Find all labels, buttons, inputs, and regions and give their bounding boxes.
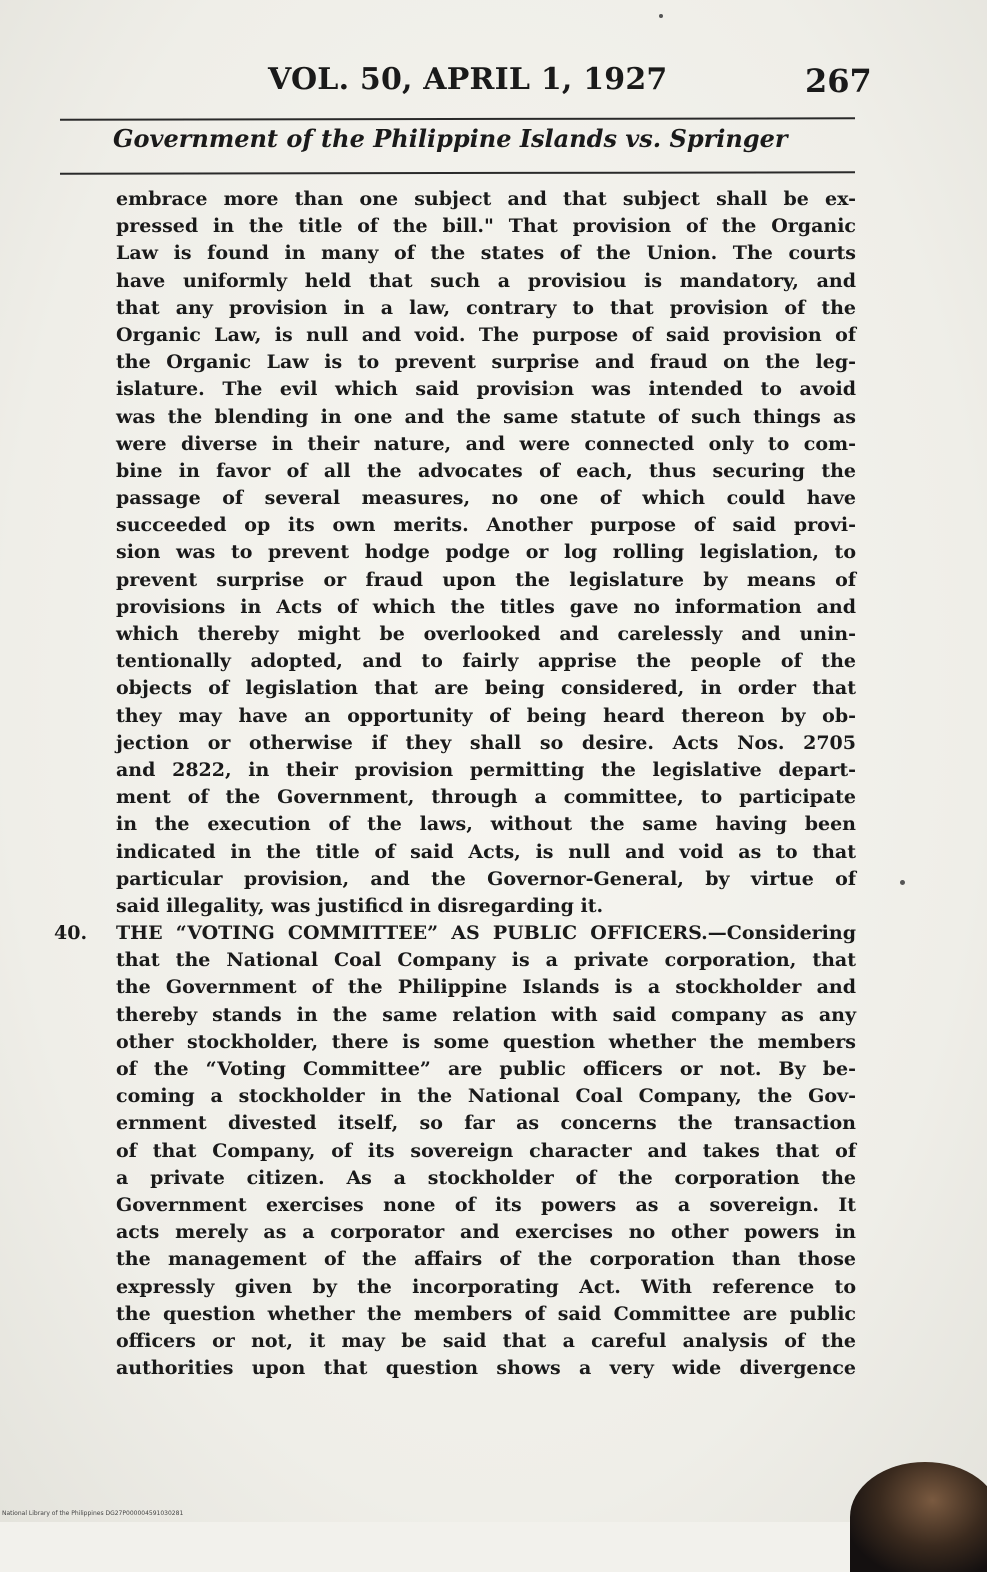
text-line: a private citizen. As a stockholder of the corporation the xyxy=(116,1166,856,1189)
scan-credit: National Library of the Philippines DG27P000004591030281 xyxy=(2,1510,184,1517)
header-rule-bottom xyxy=(60,171,855,174)
scanner-thumb-shadow xyxy=(850,1462,987,1572)
opinion-text xyxy=(54,186,856,1382)
text-line: other stockholder, there is some question whether the members xyxy=(116,1030,856,1053)
text-line: and 2822, in their provision permitting the legislative depart- xyxy=(116,758,856,781)
text-line: of the “Voting Committee” are public officers or not. By be- xyxy=(116,1058,856,1080)
text-line: jection or otherwise if they shall so desire. Acts Nos. 2705 xyxy=(116,731,856,754)
text-line: coming a stockholder in the National Coal Company, the Gov- xyxy=(116,1085,856,1108)
scan-speck xyxy=(659,14,663,18)
text-line: particular provision, and the Governor-General, by virtue of xyxy=(116,867,856,890)
text-line: expressly given by the incorporating Act. With reference to xyxy=(116,1275,856,1298)
text-line: that the National Coal Company is a private corporation, that xyxy=(116,949,856,972)
scan-speck xyxy=(900,880,905,885)
text-line: embrace more than one subject and that subject shall be ex- xyxy=(116,188,856,210)
text-line: they may have an opportunity of being heard thereon by ob- xyxy=(116,704,856,727)
text-line: were diverse in their nature, and were connected only to com- xyxy=(116,432,856,455)
text-line: Organic Law, is null and void. The purpose of said provision of xyxy=(116,323,856,346)
header-rule-top xyxy=(60,117,855,120)
text-line: which thereby might be overlooked and carelessly and unin- xyxy=(116,623,856,645)
text-line: bine in favor of all the advocates of each, thus securing the xyxy=(116,459,856,482)
text-line: the question whether the members of said Committee are public xyxy=(116,1302,856,1325)
text-line: indicated in the title of said Acts, is null and void as to that xyxy=(116,840,856,863)
text-line: prevent surprise or fraud upon the legislature by means of xyxy=(116,568,856,591)
text-line: the management of the affairs of the corporation than those xyxy=(116,1248,856,1271)
text-line: officers or not, it may be said that a careful analysis of the xyxy=(116,1329,856,1352)
text-line: was the blending in one and the same statute of such things as xyxy=(116,405,856,428)
text-line: in the execution of the laws, without the same having been xyxy=(116,813,856,836)
text-line: Government exercises none of its powers as a sovereign. It xyxy=(116,1193,856,1216)
text-line: succeeded op its own merits. Another purpose of said provi- xyxy=(116,514,856,537)
page-number: 267 xyxy=(805,62,872,100)
text-line: pressed in the title of the bill." That provision of the Organic xyxy=(116,215,856,238)
text-line: objects of legislation that are being considered, in order that xyxy=(116,677,856,700)
case-title: Government of the Philippine Islands vs. Springer xyxy=(113,124,788,153)
text-line: ernment divested itself, so far as concerns the transaction xyxy=(116,1112,856,1135)
text-line: that any provision in a law, contrary to that provision of the xyxy=(116,296,856,319)
text-line: ment of the Government, through a committee, to participate xyxy=(116,786,856,809)
text-line: acts merely as a corporator and exercises no other powers in xyxy=(116,1221,856,1244)
section-number: 40. xyxy=(54,922,88,945)
text-line: sion was to prevent hodge podge or log rolling legislation, to xyxy=(116,541,856,564)
volume-header: VOL. 50, APRIL 1, 1927 xyxy=(268,62,668,97)
text-line: provisions in Acts of which the titles gave no information and xyxy=(116,595,856,618)
text-line: the Government of the Philippine Islands is a stockholder and xyxy=(116,976,856,999)
text-line: passage of several measures, no one of which could have xyxy=(116,487,856,510)
text-line: of that Company, of its sovereign character and takes that of xyxy=(116,1139,856,1162)
text-line: the Organic Law is to prevent surprise and fraud on the leg- xyxy=(116,351,856,374)
text-line: authorities upon that question shows a very wide divergence xyxy=(116,1357,856,1380)
text-line: have uniformly held that such a provisiou is mandatory, and xyxy=(116,269,856,292)
text-line: tentionally adopted, and to fairly apprise the people of the xyxy=(116,650,856,673)
text-line: said illegality, was justificd in disregarding it. xyxy=(116,894,604,917)
section-heading: THE “VOTING COMMITTEE” AS PUBLIC OFFICERS. xyxy=(116,922,708,945)
text-line: thereby stands in the same relation with said company as any xyxy=(116,1003,856,1026)
section-heading-line xyxy=(54,920,856,947)
section-heading-continuation: —Considering xyxy=(707,922,856,945)
text-line: islature. The evil which said provisiɔn was intended to avoid xyxy=(116,378,856,401)
text-line: Law is found in many of the states of the Union. The courts xyxy=(116,242,856,265)
